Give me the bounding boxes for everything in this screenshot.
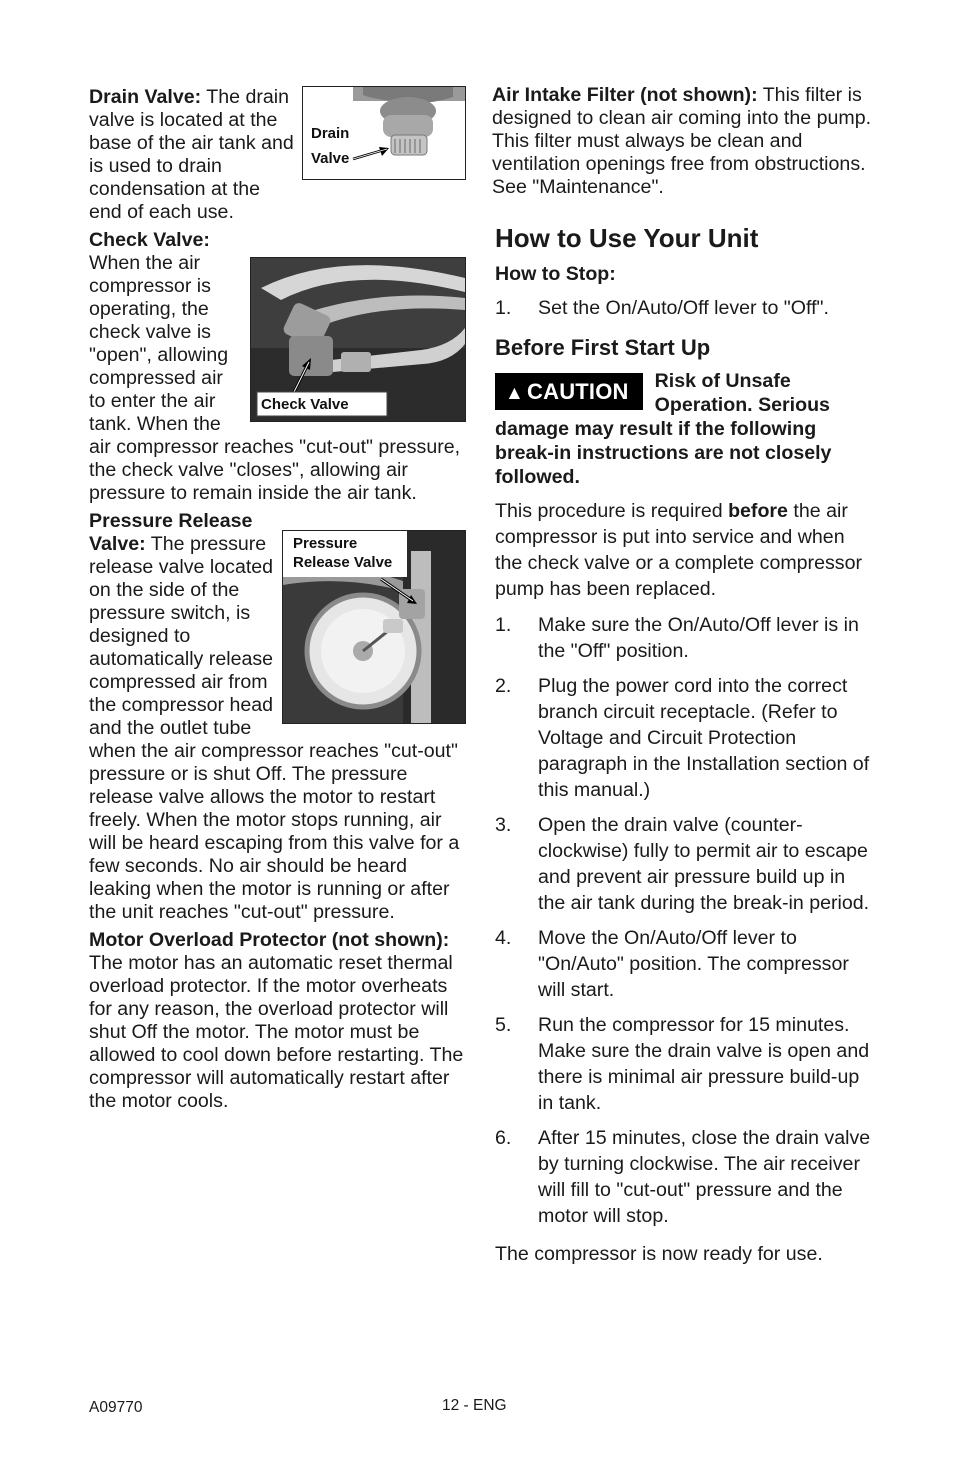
- before-first-start-heading: Before First Start Up: [495, 335, 711, 360]
- procedure-pre: This procedure is required: [495, 500, 729, 522]
- pressure-release-figure: [282, 530, 466, 724]
- check-valve-figure-label: Check Valve: [261, 396, 349, 413]
- drain-valve-body: The drain valve is located at the base of the air tank and is used to drain condensation at the end of each use.: [89, 86, 294, 223]
- check-valve-body: When the air compressor is operating, the check valve is "open", allowing compressed air to enter the air tank. When the air compressor reaches "cut-out" pressure, the check valve "closes", allowing air pressure to remain inside the air tank.: [89, 252, 461, 504]
- drain-valve-figure: [302, 86, 466, 180]
- break-in-steps-list: [492, 612, 872, 1229]
- caution-badge-label: CAUTION: [527, 379, 629, 404]
- pressure-release-heading: Pressure Release Valve:: [89, 510, 253, 555]
- check-valve-section: [89, 229, 464, 505]
- procedure-bold: before: [728, 500, 788, 522]
- step-text: Plug the power cord into the correct branch circuit receptacle. (Refer to Voltage and Circuit Protection paragraph in the Installation section of this manual.): [538, 675, 870, 801]
- step-number: 1.: [495, 297, 512, 319]
- list-item: [495, 1125, 872, 1229]
- step-text: Set the On/Auto/Off lever to "Off".: [538, 297, 829, 319]
- motor-overload-body: The motor has an automatic reset thermal overload protector. If the motor overheats for any reason, the overload protector will shut Off the motor. The motor must be allowed to cool down before restarting. The compressor will automatically restart after the motor cools.: [89, 952, 464, 1112]
- step-text: Open the drain valve (counter-clockwise) fully to permit air to escape and prevent air pressure build up in the air tank during the break-in period.: [538, 814, 870, 914]
- pressure-release-figure-label-1: Pressure: [293, 535, 358, 552]
- step-text: Run the compressor for 15 minutes. Make sure the drain valve is open and there is minimal air pressure build-up in tank.: [538, 1014, 870, 1114]
- list-item: [495, 673, 872, 803]
- step-text: Make sure the On/Auto/Off lever is in the "Off" position.: [538, 614, 859, 662]
- how-to-stop-heading: How to Stop:: [495, 263, 616, 285]
- check-valve-figure: [250, 257, 466, 422]
- list-item: [495, 925, 872, 1003]
- list-item: [495, 612, 872, 664]
- drain-figure-label-1: Drain: [311, 125, 350, 142]
- step-number: 5.: [495, 1014, 512, 1036]
- motor-overload-text: [89, 929, 464, 1113]
- step-number: 6.: [495, 1127, 512, 1149]
- check-valve-heading: Check Valve:: [89, 229, 210, 251]
- caution-badge: [495, 373, 643, 410]
- pressure-release-section: [89, 510, 464, 924]
- motor-overload-heading: Motor Overload Protector (not shown):: [89, 929, 450, 951]
- step-text: Move the On/Auto/Off lever to "On/Auto" position. The compressor will start.: [538, 927, 849, 1001]
- section-title: How to Use Your Unit: [495, 223, 759, 253]
- step-number: 2.: [495, 675, 512, 697]
- document-code: A09770: [89, 1399, 143, 1416]
- step-number: 3.: [495, 814, 512, 836]
- air-intake-filter-text: [492, 84, 872, 199]
- step-number: 1.: [495, 614, 512, 636]
- list-item: [495, 295, 872, 321]
- drain-valve-heading: Drain Valve:: [89, 86, 202, 108]
- pressure-release-body: The pressure release valve located on the side of the pressure switch, is designed to automatically release compressed air from the compressor head and the outlet tube when the air compressor reaches "cut-out" pressure or is shut Off. The pressure release valve allows the motor to restart freely. When the motor stops running, air will be heard escaping from this valve for a few seconds. No air should be heard leaking when the motor is running or after the unit reaches "cut-out" pressure.: [89, 533, 460, 923]
- page-number: 12 - ENG: [442, 1397, 507, 1414]
- ready-text: The compressor is now ready for use.: [495, 1243, 823, 1265]
- drain-figure-label-2: Valve: [311, 150, 350, 167]
- step-number: 4.: [495, 927, 512, 949]
- air-intake-filter-heading: Air Intake Filter (not shown):: [492, 84, 758, 106]
- pressure-release-figure-label-2: Release Valve: [293, 554, 393, 571]
- air-intake-filter-body: This filter is designed to clean air coming into the pump. This filter must always be clean and ventilation openings free from obstructions. See "Maintenance".: [492, 84, 872, 198]
- caution-text: Risk of Unsafe Operation. Serious damage may result if the following break-in instructions are not closely followed.: [495, 370, 832, 488]
- list-item: [495, 812, 872, 916]
- motor-overload-section: [89, 929, 464, 1113]
- right-column: [492, 84, 872, 1277]
- warning-triangle-icon: ▲: [505, 383, 525, 404]
- step-text: After 15 minutes, close the drain valve by turning clockwise. The air receiver will fill to "cut-out" pressure and the motor will stop.: [538, 1127, 871, 1227]
- left-column: [89, 86, 464, 1118]
- drain-valve-section: [89, 86, 464, 224]
- caution-block: [492, 369, 872, 489]
- stop-steps-list: [492, 295, 872, 321]
- procedure-post: the air compressor is put into service and when the check valve or a complete compressor pump has been replaced.: [495, 500, 863, 600]
- list-item: [495, 1012, 872, 1116]
- procedure-paragraph: [492, 498, 872, 602]
